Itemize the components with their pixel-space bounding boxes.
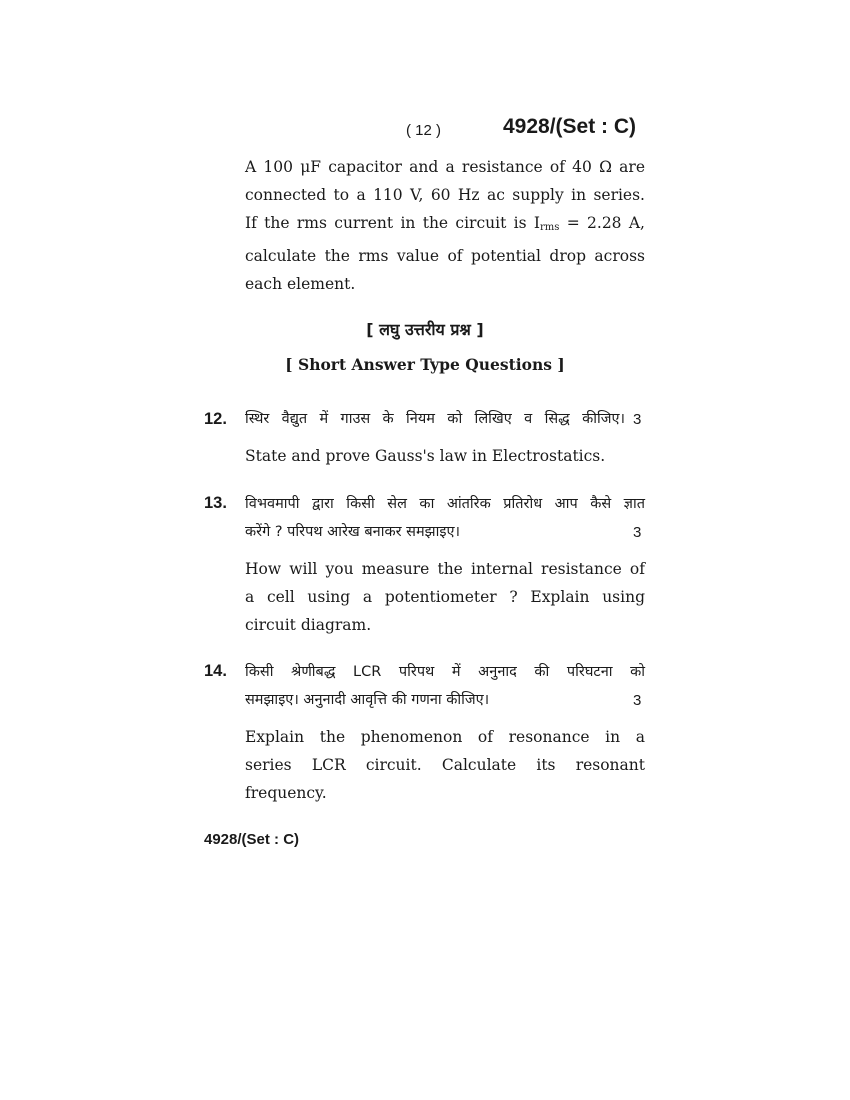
question-12-hindi-line-1: स्थिर वैद्युत में गाउस के नियम को लिखिए व सिद्ध कीजिए। — [245, 411, 625, 427]
question-13-english-line-1: How will you measure the internal resistance of — [245, 560, 645, 578]
question-12-number: 12. — [204, 410, 227, 428]
question-14-hindi — [245, 658, 645, 714]
question-14-english-line-3: frequency. — [245, 784, 327, 802]
intro-line-4: calculate the rms value of potential drop across — [245, 247, 645, 265]
page-number: ( 12 ) — [406, 122, 442, 139]
question-14-english-line-1: Explain the phenomenon of resonance in a — [245, 728, 645, 746]
section-title-hindi: [ लघु उत्तरीय प्रश्न ] — [366, 320, 484, 339]
question-14-number: 14. — [204, 662, 227, 680]
intro-line-1: A 100 μF capacitor and a resistance of 40 Ω are — [245, 158, 645, 176]
question-13-english — [245, 555, 645, 639]
question-14-hindi-line-2: समझाइए। अनुनादी आवृत्ति की गणना कीजिए। — [245, 692, 490, 708]
question-13-english-line-2: a cell using a potentiometer ? Explain using — [245, 588, 645, 606]
question-12-english — [245, 442, 645, 470]
question-14-english-line-2: series LCR circuit. Calculate its resonant — [245, 756, 645, 774]
question-14-hindi-line-1: किसी श्रेणीबद्ध LCR परिपथ में अनुनाद की परिघटना को — [245, 664, 645, 680]
paper-code-footer: 4928/(Set : C) — [204, 831, 300, 848]
intro-line-3-part-b: = 2.28 A, — [559, 214, 645, 232]
intro-line-5: each element. — [245, 275, 356, 293]
question-12-hindi — [245, 405, 625, 433]
intro-line-3 — [245, 209, 645, 242]
question-13-hindi-line-1: विभवमापी द्वारा किसी सेल का आंतरिक प्रतिरोध आप कैसे ज्ञात — [245, 496, 645, 512]
section-title-english: [ Short Answer Type Questions ] — [285, 355, 565, 374]
question-12-english-line-1: State and prove Gauss's law in Electrostatics. — [245, 447, 606, 465]
question-13-marks: 3 — [633, 524, 642, 541]
question-13-hindi-line-2: करेंगे ? परिपथ आरेख बनाकर समझाइए। — [245, 524, 460, 540]
question-14-english — [245, 723, 645, 807]
question-14-marks: 3 — [633, 692, 642, 709]
question-13-english-line-3: circuit diagram. — [245, 616, 372, 634]
question-13-hindi — [245, 490, 645, 546]
intro-line-3-part-a: If the rms current in the circuit is I — [245, 214, 540, 232]
rms-subscript: rms — [540, 222, 560, 233]
intro-question-text — [245, 153, 645, 298]
paper-code-header: 4928/(Set : C) — [503, 115, 637, 138]
intro-line-2: connected to a 110 V, 60 Hz ac supply in series. — [245, 186, 645, 204]
question-13-number: 13. — [204, 494, 227, 512]
question-12-marks: 3 — [633, 411, 642, 428]
